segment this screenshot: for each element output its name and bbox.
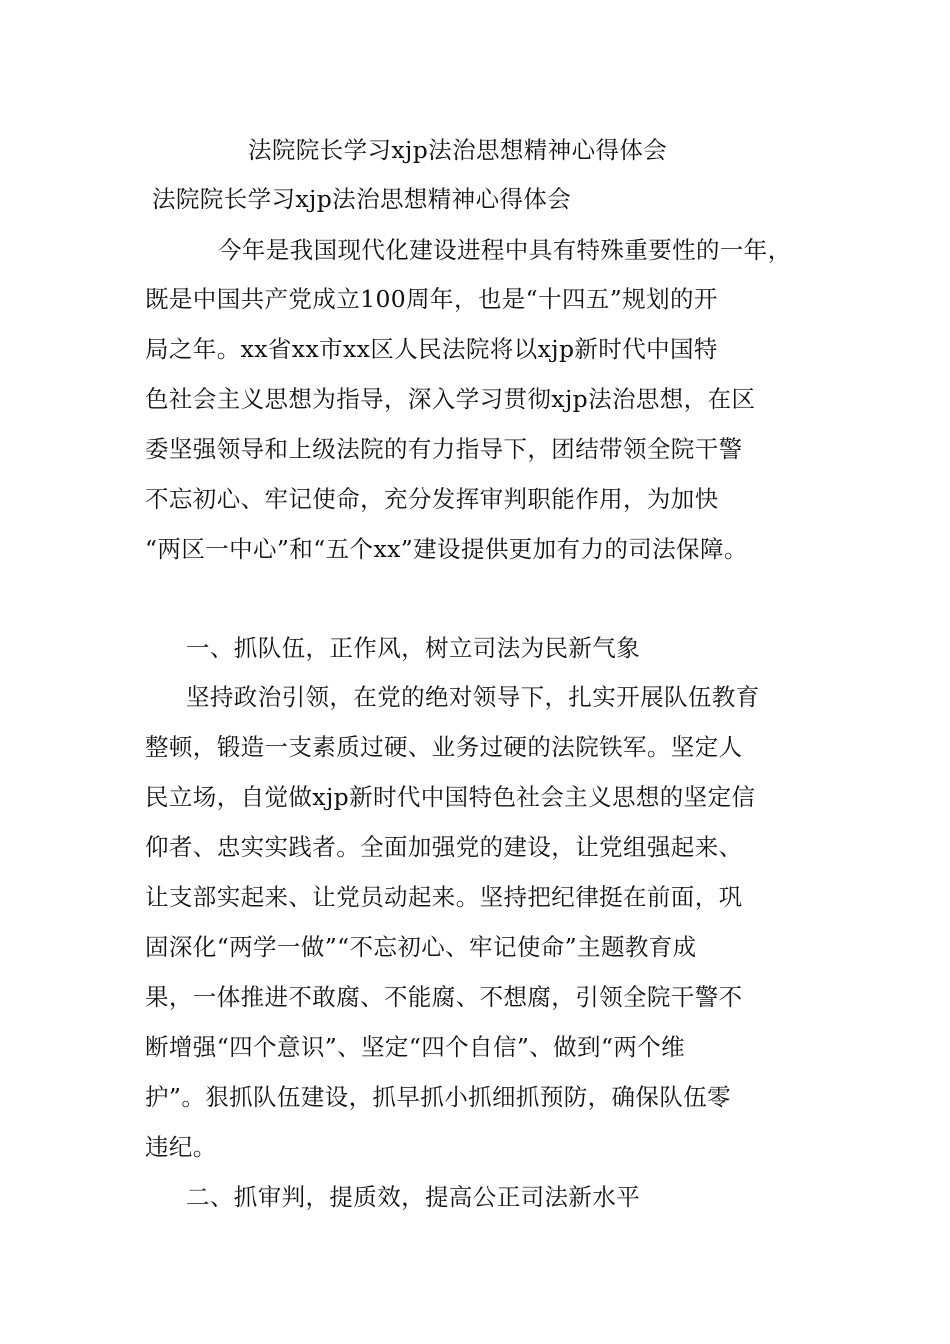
paragraph-line: 护”。狠抓队伍建设，抓早抓小抓细抓预防，确保队伍零 xyxy=(145,1083,732,1111)
paragraph-line: 整顿，锻造一支素质过硬、业务过硬的法院铁军。坚定人 xyxy=(145,733,743,761)
paragraph-line: 民立场，自觉做xjp新时代中国特色社会主义思想的坚定信 xyxy=(145,783,756,811)
section-heading: 一、抓队伍，正作风，树立司法为民新气象 xyxy=(186,634,641,662)
paragraph-line: “两区一中心”和“五个xx”建设提供更加有力的司法保障。 xyxy=(145,535,748,563)
document-title: 法院院长学习xjp法治思想精神心得体会 xyxy=(248,136,668,164)
paragraph-line: 违纪。 xyxy=(145,1133,217,1161)
paragraph-line: 今年是我国现代化建设进程中具有特殊重要性的一年， xyxy=(218,236,792,264)
paragraph-line: 固深化“两学一做”“不忘初心、牢记使命”主题教育成 xyxy=(145,933,697,961)
paragraph-line: 仰者、忠实实践者。全面加强党的建设，让党组强起来、 xyxy=(145,833,743,861)
paragraph-line: 让支部实起来、让党员动起来。坚持把纪律挺在前面，巩 xyxy=(145,883,743,911)
paragraph-line: 既是中国共产党成立100周年，也是“十四五”规划的开 xyxy=(145,285,718,313)
document-subtitle: 法院院长学习xjp法治思想精神心得体会 xyxy=(152,185,572,213)
paragraph-line: 坚持政治引领，在党的绝对领导下，扎实开展队伍教育 xyxy=(186,683,760,711)
paragraph-line: 色社会主义思想为指导，深入学习贯彻xjp法治思想，在区 xyxy=(145,385,756,413)
paragraph-line: 委坚强领导和上级法院的有力指导下，团结带领全院干警 xyxy=(145,435,743,463)
paragraph-line: 果，一体推进不敢腐、不能腐、不想腐，引领全院干警不 xyxy=(145,983,743,1011)
paragraph-line: 不忘初心、牢记使命，充分发挥审判职能作用，为加快 xyxy=(145,485,719,513)
paragraph-line: 局之年。xx省xx市xx区人民法院将以xjp新时代中国特 xyxy=(145,335,718,363)
section-heading: 二、抓审判，提质效，提高公正司法新水平 xyxy=(186,1183,641,1211)
paragraph-line: 断增强“四个意识”、坚定“四个自信”、做到“两个维 xyxy=(145,1033,686,1061)
